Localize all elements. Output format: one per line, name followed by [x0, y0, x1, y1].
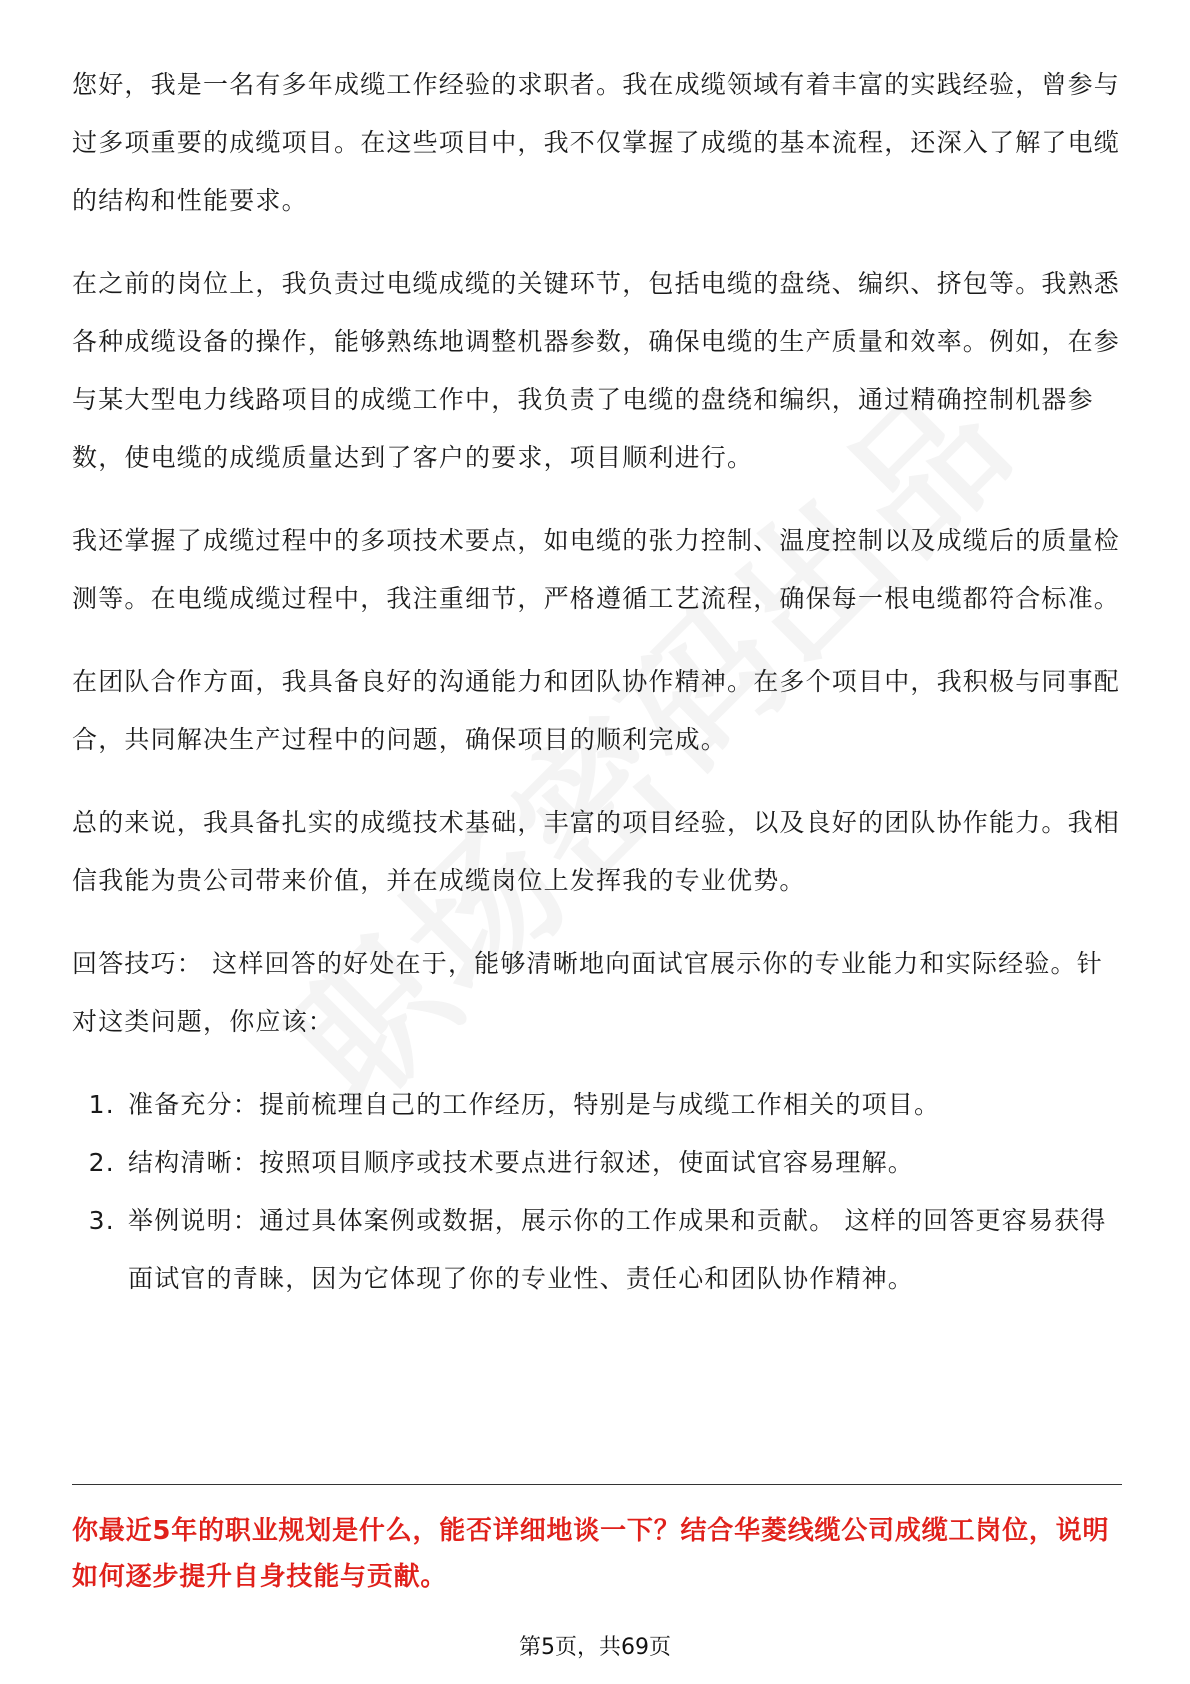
page-number: 第5页，共69页 — [519, 1635, 671, 1660]
answer-tips-intro: 回答技巧： 这样回答的好处在于，能够清晰地向面试官展示你的专业能力和实际经验。针对这类问题，你应该： — [72, 949, 1103, 1036]
answer-paragraph-skills: 我还掌握了成缆过程中的多项技术要点，如电缆的张力控制、温度控制以及成缆后的质量检测等。在电缆成缆过程中，我注重细节，严格遵循工艺流程，确保每一根电缆都符合标准。 — [72, 526, 1121, 613]
tips-list-item: 1. 准备充分：提前梳理自己的工作经历，特别是与成缆工作相关的项目。 — [124, 1076, 1122, 1134]
next-question-heading: 你最近5年的职业规划是什么，能否详细地谈一下？结合华菱线缆公司成缆工岗位，说明如何逐步提升自身技能与贡献。 — [72, 1516, 1110, 1592]
answer-paragraph-experience: 在之前的岗位上，我负责过电缆成缆的关键环节，包括电缆的盘绕、编织、挤包等。我熟悉各种成缆设备的操作，能够熟练地调整机器参数，确保电缆的生产质量和效率。例如，在参与某大型电力线路项目的成缆工作中，我负责了电缆的盘绕和编织，通过精确控制机器参数，使电缆的成缆质量达到了客户的要求，项目顺利进行。 — [72, 269, 1121, 472]
answer-body — [72, 56, 1122, 1328]
tips-list-item: 3. 举例说明：通过具体案例或数据，展示你的工作成果和贡献。 这样的回答更容易获得面试官的青睐，因为它体现了你的专业性、责任心和团队协作精神。 — [124, 1192, 1122, 1308]
answer-paragraph-teamwork: 在团队合作方面，我具备良好的沟通能力和团队协作精神。在多个项目中，我积极与同事配合，共同解决生产过程中的问题，确保项目的顺利完成。 — [72, 667, 1121, 754]
section-divider — [72, 1484, 1122, 1485]
tips-list-item: 2. 结构清晰：按照项目顺序或技术要点进行叙述，使面试官容易理解。 — [124, 1134, 1122, 1192]
tips-list — [72, 1076, 1122, 1308]
answer-paragraph-summary: 总的来说，我具备扎实的成缆技术基础，丰富的项目经验，以及良好的团队协作能力。我相信我能为贵公司带来价值，并在成缆岗位上发挥我的专业优势。 — [72, 808, 1121, 895]
answer-paragraph-intro: 您好，我是一名有多年成缆工作经验的求职者。我在成缆领域有着丰富的实践经验，曾参与过多项重要的成缆项目。在这些项目中，我不仅掌握了成缆的基本流程，还深入了解了电缆的结构和性能要求。 — [72, 70, 1121, 215]
